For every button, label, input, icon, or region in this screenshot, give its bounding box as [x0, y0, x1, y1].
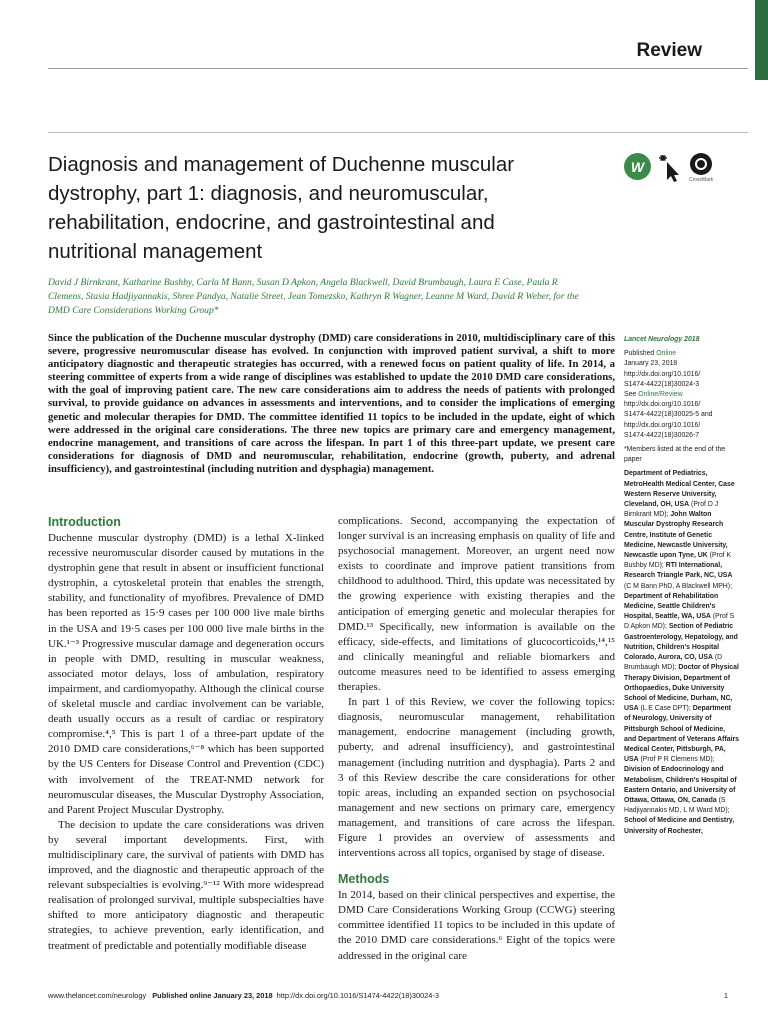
crossmark-label: CrossMark — [689, 177, 714, 183]
column-left — [48, 514, 324, 954]
methods-heading: Methods — [338, 872, 390, 887]
introduction-heading: Introduction — [48, 515, 121, 529]
footer-journal-url[interactable]: www.thelancet.com/neurology — [48, 991, 147, 1000]
column-right — [338, 514, 615, 964]
affiliation-name: Department of Pediatrics, MetroHealth Medical Center, Case Western Reserve University, Cleveland, OH, USA — [624, 470, 735, 509]
see-doi-4[interactable]: S1474-4422(18)30026-7 — [624, 431, 700, 439]
affiliation-authors: (Prof S D Apkon MD); — [624, 613, 735, 631]
see-doi-2[interactable]: S1474-4422(18)30025-5 and — [624, 411, 713, 419]
affiliation-name: Section of Pediatric Gastroenterology, Hepatology, and Nutrition, Children's Hospital Colorado, Aurora, CO, USA — [624, 623, 738, 662]
cursor-click-icon[interactable] — [659, 153, 681, 183]
open-access-icon[interactable]: W — [624, 153, 651, 180]
affiliation-name: John Walton Muscular Dystrophy Research Centre, Institute of Genetic Medicine, Newcastle University, Newcastle upon Tyne, UK — [624, 511, 728, 560]
top-divider — [48, 68, 748, 69]
accent-bar — [755, 0, 768, 80]
footer-published: Published online January 23, 2018 — [152, 991, 273, 1000]
page-number: 1 — [723, 991, 728, 1000]
see-label: See — [624, 391, 639, 399]
crossmark-badge[interactable] — [689, 153, 713, 183]
journal-citation: Lancet Neurology 2018 — [624, 336, 700, 343]
intro-paragraph-4: In part 1 of this Review, we cover the following topics: diagnosis, neuromuscular management, rehabilitation management, endocrine management (including growth, puberty, and adrenal insufficiency), and gastrointestinal management (including nutrition and dysphagia). Parts 2 and 3 of this Review describe the care considerations for other topic areas, including an expanded section on psychosocial management and new sections on primary care, emergency management, and transitions of care across the lifespan. Figure 1 provides an overview of assessments and interventions across all topics, organised by stage of disease. — [338, 696, 615, 860]
author-list: David J Birnkrant, Katharine Bushby, Carla M Bann, Susan D Apkon, Angela Blackwell, David Brumbaugh, Laura E Case, Paula R Clemens, Stasia Hadjiyannakis, Shree Pandya, Natalie Street, Jean Tomezsko, Kathryn R Wagner, Leanne M Ward, David R Weber, for the DMD Care Considerations Working Group* — [48, 277, 579, 316]
see-doi-1[interactable]: http://dx.doi.org/10.1016/ — [624, 401, 701, 409]
see-line — [624, 390, 739, 400]
intro-paragraph-2: The decision to update the care considerations was driven by several important developments. First, with multidisciplinary care, the survival of patients with DMD has improved, and the diagnostic and therapeutic approach of the relevant subspecialties is evolving.⁹⁻¹² With more widespread realisation of prolonged survival, multiple subspecialties have shifted to more anticipatory diagnostic and therapeutic strategies, to achieve prevention, early identification, and treatment of predictable and potentially modifiable disease — [48, 818, 324, 952]
doi-link-1b[interactable]: S1474-4422(18)30024-3 — [624, 380, 700, 388]
affiliation-authors: (D Brumbaugh MD); — [624, 654, 723, 672]
article-title: Diagnosis and management of Duchenne muscular dystrophy, part 1: diagnosis, and neuromuscular, rehabilitation, endocrine, and gastrointestinal and nutritional management — [48, 153, 515, 263]
see-online-review-link[interactable]: Online/Review — [638, 391, 683, 399]
affiliation-authors: (L E Case DPT); — [638, 705, 693, 713]
page-footer — [48, 991, 728, 1000]
intro-paragraph-3: complications. Second, accompanying the expectation of longer survival is an increasing emphasis on quality of life and psychosocial management. Moreover, an urgent need now exists to coordinate and improve patient transitions from childhood to adulthood. Third, this update was necessitated by the growing experience with existing therapies and the anticipation of emerging genetic and molecular therapies for DMD.¹³ Specifically, new information is available on the efficacy, side-effects, and limitations of glucocorticoids,¹⁴,¹⁵ and clinically meaningful and reliable biomarkers and outcome measures need to be identified to assess emerging therapies. — [338, 515, 615, 694]
see-doi-3[interactable]: http://dx.doi.org/10.1016/ — [624, 421, 701, 429]
members-note: *Members listed at the end of the paper — [624, 446, 726, 464]
affiliation-authors: (C M Bann PhD, A Blackwell MPH); — [624, 582, 732, 590]
affiliation-name: Doctor of Physical Therapy Division, Department of Orthopaedics, Duke University School of Medicine, Durham, NC, USA — [624, 664, 739, 713]
article-sidebar — [624, 335, 739, 837]
article-badges — [624, 153, 713, 183]
affiliation-authors: (Prof P R Clemens MD); — [638, 756, 715, 764]
affiliation-name: Department of Neurology, University of Pittsburgh School of Medicine, and Department of Veterans Affairs Medical Center, Pittsburgh, PA, USA — [624, 705, 740, 764]
title-divider — [48, 132, 748, 133]
published-online-link[interactable]: Online — [656, 350, 677, 358]
intro-paragraph-1: Duchenne muscular dystrophy (DMD) is a lethal X-linked recessive neuromuscular disorder caused by mutations in the dystrophin gene that result in absent or insufficient functional dystrophin, a cytoskeletal protein that enables the strength, stability, and functionality of myofibres. Prevalence of DMD has been reported as 15·9 cases per 100 000 live male births in the USA and 19·5 cases per 100 000 live male births in the UK.¹⁻³ Progressive muscular damage and degeneration occurs in people with DMD, resulting in muscular weakness, associated motor delays, loss of ambulation, respiratory impairment, and cardiomyopathy. Although the clinical course of skeletal muscle and cardiac involvement can be variable, death usually occurs as a result of cardiac or respiratory compromise.⁴,⁵ This is part 1 of a three-part update of the 2010 DMD care considerations,⁶⁻⁸ which has been supported by the US Centers for Disease Control and Prevention (CDC) with involvement of the TREAT-NMD network for neuromuscular diseases, the Muscular Dystrophy Association, and Parent Project Muscular Dystrophy. — [48, 532, 324, 816]
affiliation-authors: (Prof K Bushby MD); — [624, 552, 732, 570]
abstract: Since the publication of the Duchenne muscular dystrophy (DMD) care considerations in 2010, multidisciplinary care of this severe, progressive neuromuscular disease has evolved. In conjunction with improved patient survival, a shift to more anticipatory diagnostic and therapeutic strategies has occurred, with a renewed focus on patient quality of life. In 2014, a steering committee of experts from a wide range of disciplines was established to update the 2010 DMD care considerations, with the goal of improving patient care. The new care considerations aim to address the needs of patients with prolonged survival, to provide guidance on advances in assessments and interventions, and to consider the implications of emerging genetic and molecular therapies for DMD. The committee identified 11 topics to be included in the update, eight of which were addressed in the original care considerations. The three new topics are primary care and emergency management, endocrine management, and transitions of care across the lifespan. In part 1 of this three-part update, we present care considerations for diagnosis of DMD and neuromuscular, rehabilitation, endocrine (growth, puberty, and adrenal insufficiency), and gastrointestinal (including nutrition and dysphagia) management. — [48, 332, 615, 475]
doi-link-1[interactable]: http://dx.doi.org/10.1016/ — [624, 370, 701, 378]
published-label: Published — [624, 350, 657, 358]
published-line — [624, 349, 739, 359]
affiliation-authors: (Prof D J Birnkrant MD); — [624, 501, 719, 519]
crossmark-icon — [690, 153, 712, 175]
affiliations — [624, 469, 739, 836]
affiliation-name: Department of Rehabilitation Medicine, Seattle Children's Hospital, Seattle, WA, USA — [624, 592, 719, 621]
methods-paragraph-1: In 2014, based on their clinical perspectives and expertise, the DMD Care Considerations Working Group (CCWG) steering committee identified 11 topics to be included in this update of the 2010 DMD care considerations.⁶ Eight of the topics were addressed in the original care — [338, 889, 615, 962]
affiliation-name: RTI International, Research Triangle Park, NC, USA — [624, 562, 733, 580]
affiliation-authors: (S Hadjiyannakis MD, L M Ward MD); — [624, 796, 730, 815]
footer-doi[interactable]: http://dx.doi.org/10.1016/S1474-4422(18)30024-3 — [276, 991, 439, 1000]
affiliation-name: School of Medicine and Dentistry, University of Rochester, — [624, 817, 735, 835]
affiliation-name: Division of Endocrinology and Metabolism, Children's Hospital of Eastern Ontario, and University of Ottawa, Ottawa, ON, Canada — [624, 766, 737, 804]
published-date: January 23, 2018 — [624, 360, 678, 368]
section-label: Review — [636, 40, 702, 61]
